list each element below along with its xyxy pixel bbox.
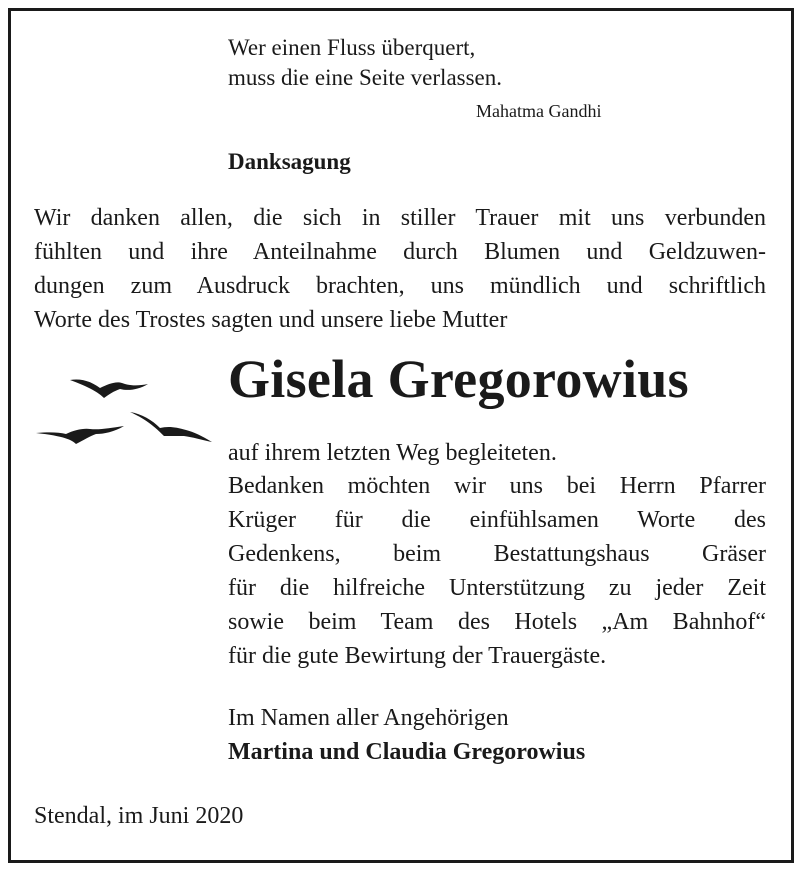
body-line-4: Gedenkens, beim Bestattungshaus Gräser — [228, 541, 766, 567]
body-line-7: für die gute Bewirtung der Trauergäste. — [228, 643, 607, 669]
intro-line-4: Worte des Trostes sagten und unsere liebe Mutter — [34, 307, 508, 333]
intro-line-3: dungen zum Ausdruck brachten, uns mündlich und schriftlich — [34, 273, 766, 299]
intro-line-2: fühlten und ihre Anteilnahme durch Blumen und Geldzuwen- — [34, 239, 766, 265]
body-line-1: auf ihrem letzten Weg begleiteten. — [228, 440, 557, 466]
body-line-5: für die hilfreiche Unterstützung zu jeder Zeit — [228, 575, 766, 601]
notice-heading: Danksagung — [228, 149, 351, 174]
signature-names: Martina und Claudia Gregorowius — [228, 739, 586, 765]
body-line-6: sowie beim Team des Hotels „Am Bahnhof“ — [228, 609, 766, 635]
quote-line-1: Wer einen Fluss überquert, — [228, 35, 476, 60]
body-line-3: Krüger für die einfühlsamen Worte des — [228, 507, 766, 533]
bird-icon — [70, 379, 148, 398]
place-date: Stendal, im Juni 2020 — [34, 803, 244, 829]
flying-birds-icon — [30, 370, 220, 450]
signature-line: Im Namen aller Angehörigen — [228, 705, 509, 731]
body-line-2: Bedanken möchten wir uns bei Herrn Pfarrer — [228, 473, 766, 499]
bird-icon — [36, 426, 124, 444]
intro-line-1: Wir danken allen, die sich in stiller Trauer mit uns verbunden — [34, 205, 766, 231]
bird-icon — [130, 412, 212, 442]
deceased-name: Gisela Gregorowius — [228, 349, 689, 409]
quote-author: Mahatma Gandhi — [476, 101, 602, 121]
quote-line-2: muss die eine Seite verlassen. — [228, 65, 503, 90]
